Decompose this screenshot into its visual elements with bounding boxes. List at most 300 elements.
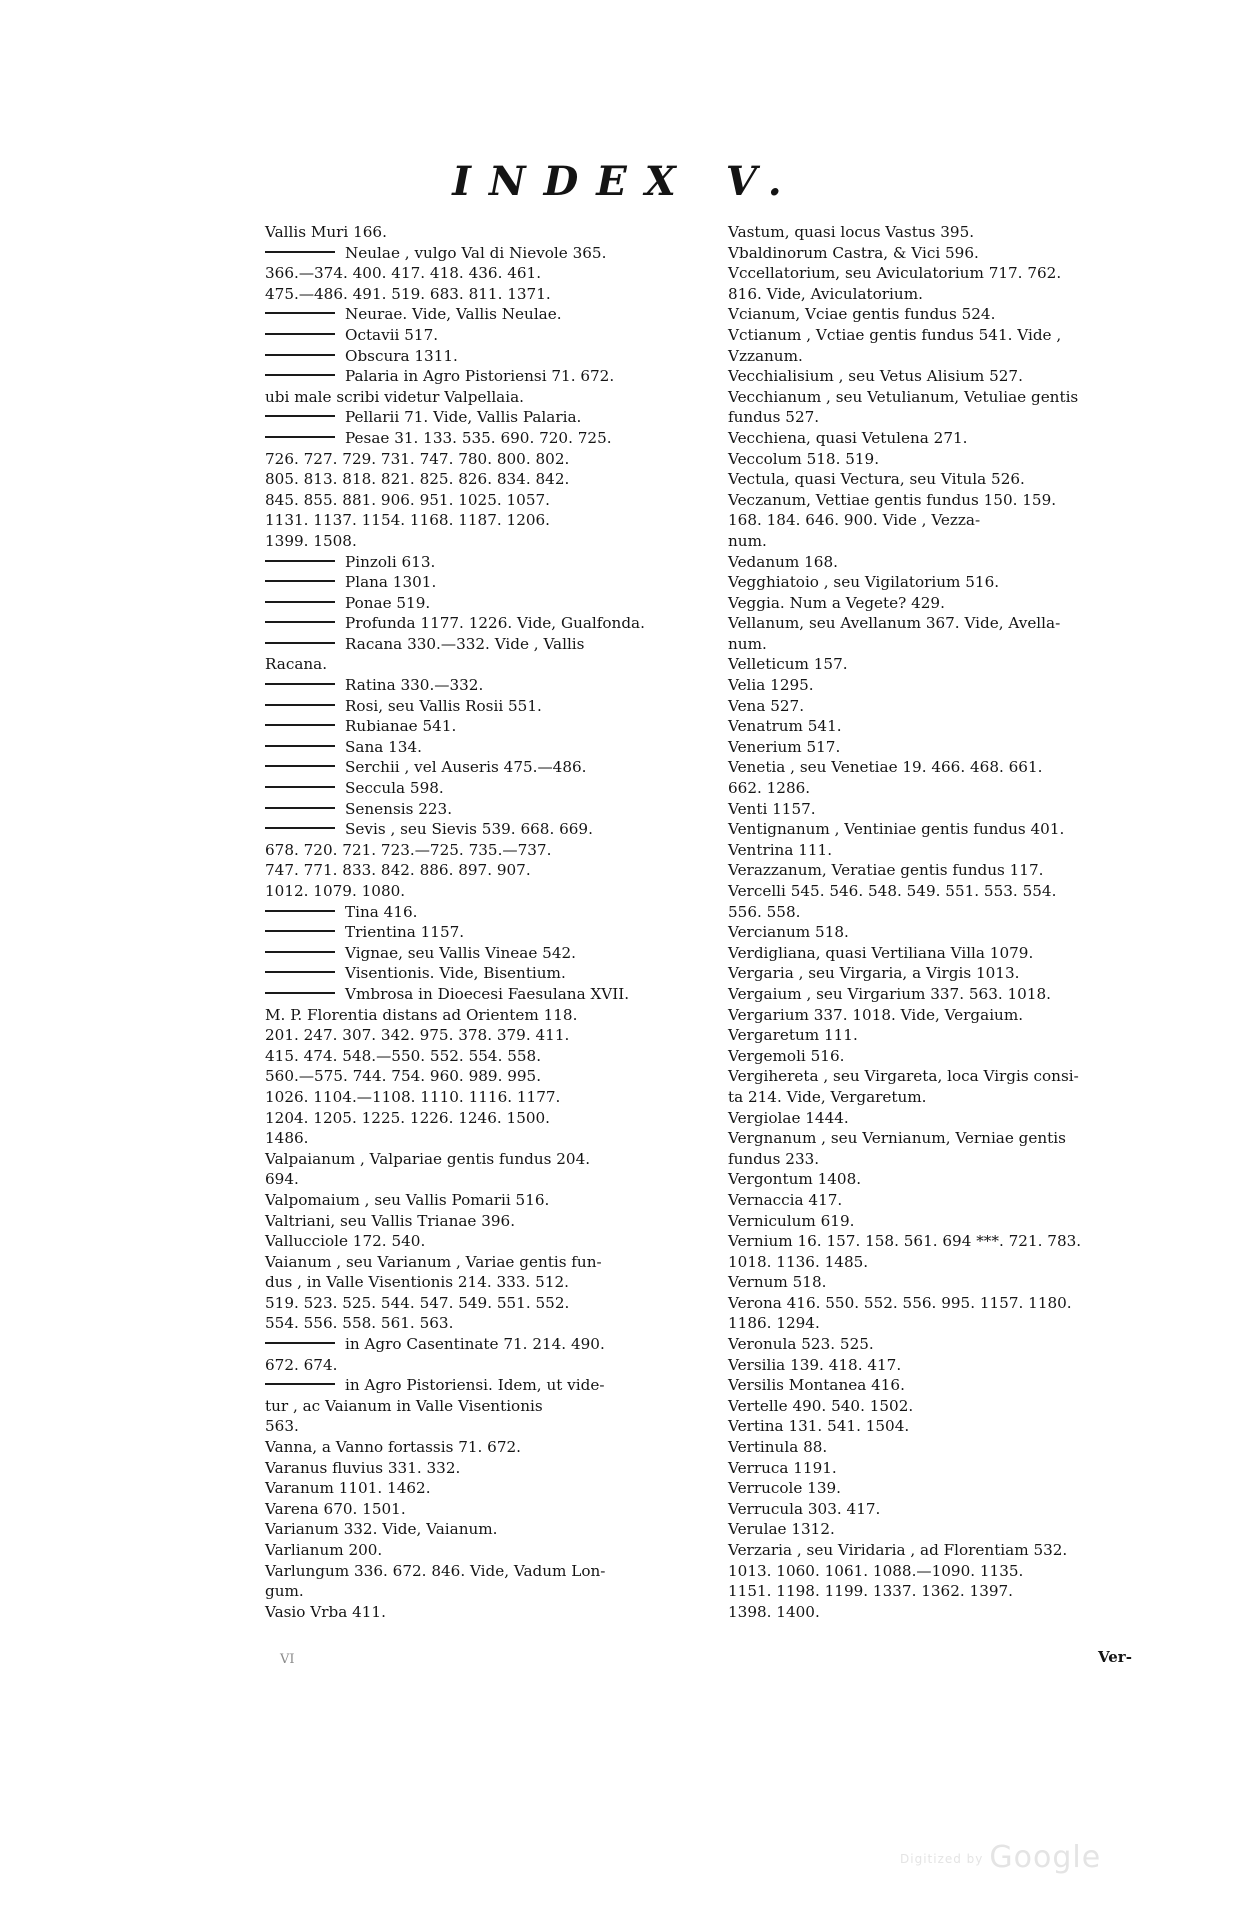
index-entry: [265, 1108, 705, 1129]
index-entry: [728, 1272, 1168, 1293]
index-entry: [728, 1499, 1168, 1520]
index-entry: [728, 984, 1168, 1005]
index-entry: [728, 799, 1168, 820]
index-entry: [265, 449, 705, 470]
index-entry: [265, 819, 705, 840]
index-entry-text: Senensis 223.: [345, 799, 453, 818]
index-entry-text: Sevis , seu Sievis 539. 668. 669.: [345, 820, 593, 839]
index-entry: [728, 346, 1168, 367]
index-entry: [728, 1519, 1168, 1540]
index-entry-text: Vectula, quasi Vectura, seu Vitula 526.: [728, 470, 1025, 489]
index-entry: [265, 634, 705, 655]
index-entry-text: 560.—575. 744. 754. 960. 989. 995.: [265, 1067, 542, 1086]
repeat-dash: [265, 312, 335, 314]
index-entry: [728, 1066, 1168, 1087]
index-entry-text: Vergarium 337. 1018. Vide, Vergaium.: [728, 1005, 1024, 1024]
index-entry: [265, 860, 705, 881]
index-entry-text: Vernum 518.: [728, 1273, 827, 1292]
index-entry-text: Vergontum 1408.: [728, 1170, 862, 1189]
index-entry-text: Venti 1157.: [728, 799, 816, 818]
index-entry-text: Versilia 139. 418. 417.: [728, 1355, 902, 1374]
index-entry: [728, 696, 1168, 717]
index-entry: [265, 1581, 705, 1602]
index-entry-text: Ponae 519.: [345, 593, 431, 612]
index-entry-text: 1151. 1198. 1199. 1337. 1362. 1397.: [728, 1582, 1014, 1601]
index-entry-text: Profunda 1177. 1226. Vide, Gualfonda.: [345, 614, 645, 633]
index-entry: [728, 716, 1168, 737]
index-entry-text: 415. 474. 548.—550. 552. 554. 558.: [265, 1046, 542, 1065]
index-entry: [265, 1293, 705, 1314]
index-entry: [728, 366, 1168, 387]
index-entry: [728, 634, 1168, 655]
index-entry-text: 694.: [265, 1170, 299, 1189]
index-entry: [265, 757, 705, 778]
index-entry-text: Obscura 1311.: [345, 346, 458, 365]
index-entry-text: Vergiolae 1444.: [728, 1108, 849, 1127]
index-entry: [265, 387, 705, 408]
index-entry: [728, 387, 1168, 408]
index-entry-text: Vergaretum 111.: [728, 1026, 858, 1045]
index-entry-text: Pellarii 71. Vide, Vallis Palaria.: [345, 408, 582, 427]
index-entry: [728, 1025, 1168, 1046]
index-entry: [728, 1252, 1168, 1273]
index-entry-text: Vergaium , seu Virgarium 337. 563. 1018.: [728, 984, 1051, 1003]
index-entry: [265, 1149, 705, 1170]
index-entry: [265, 1169, 705, 1190]
index-entry: [265, 510, 705, 531]
index-entry: [728, 902, 1168, 923]
index-entry: [728, 1416, 1168, 1437]
index-entry-text: Palaria in Agro Pistoriensi 71. 672.: [345, 367, 615, 386]
repeat-dash: [265, 1342, 335, 1344]
repeat-dash: [265, 765, 335, 767]
index-entry-text: Vanna, a Vanno fortassis 71. 672.: [265, 1438, 521, 1457]
index-entry: [265, 407, 705, 428]
repeat-dash: [265, 930, 335, 932]
index-entry-text: Tina 416.: [345, 902, 418, 921]
index-entry-text: Vergaria , seu Virgaria, a Virgis 1013.: [728, 964, 1020, 983]
index-entry: [265, 1561, 705, 1582]
index-entry: [265, 1066, 705, 1087]
index-entry-text: 519. 523. 525. 544. 547. 549. 551. 552.: [265, 1293, 570, 1312]
index-entry: [728, 1190, 1168, 1211]
index-entry: [728, 840, 1168, 861]
index-entry: [265, 1087, 705, 1108]
index-entry: [265, 1519, 705, 1540]
index-entry-text: in Agro Casentinate 71. 214. 490.: [345, 1335, 605, 1354]
index-entry: [265, 943, 705, 964]
index-entry: [265, 840, 705, 861]
index-entry-text: Veronula 523. 525.: [728, 1335, 874, 1354]
index-entry: [265, 1128, 705, 1149]
index-entry-text: Vernaccia 417.: [728, 1190, 843, 1209]
index-entry: [265, 1025, 705, 1046]
index-entry-text: Verniculum 619.: [728, 1211, 855, 1230]
index-entry-text: Venatrum 541.: [728, 717, 842, 736]
watermark-brand: Google: [989, 1840, 1102, 1875]
index-entry-text: Pinzoli 613.: [345, 552, 436, 571]
index-entry: [265, 613, 705, 634]
index-entry: [265, 1334, 705, 1355]
index-entry: [728, 675, 1168, 696]
index-entry: [728, 757, 1168, 778]
index-entry-text: 1018. 1136. 1485.: [728, 1252, 869, 1271]
index-entry-text: Venerium 517.: [728, 737, 841, 756]
repeat-dash: [265, 724, 335, 726]
index-entry: [728, 1437, 1168, 1458]
index-entry-text: Vertina 131. 541. 1504.: [728, 1417, 910, 1436]
index-entry: [728, 654, 1168, 675]
index-entry-text: Valpomaium , seu Vallis Pomarii 516.: [265, 1190, 550, 1209]
index-entry: [728, 1355, 1168, 1376]
index-entry-text: num.: [728, 531, 767, 550]
index-entry-text: Varanus fluvius 331. 332.: [265, 1458, 461, 1477]
index-entry-text: Vercianum 518.: [728, 923, 849, 942]
index-entry: [728, 222, 1168, 243]
index-entry: [728, 407, 1168, 428]
index-entry: [265, 675, 705, 696]
index-column-right: [728, 222, 1168, 1622]
index-entry-text: Vallucciole 172. 540.: [265, 1232, 426, 1251]
index-entry-text: Verona 416. 550. 552. 556. 995. 1157. 1180.: [728, 1293, 1072, 1312]
index-entry: [265, 366, 705, 387]
index-entry-text: Valpaianum , Valpariae gentis fundus 204.: [265, 1149, 591, 1168]
index-entry-text: Vercelli 545. 546. 548. 549. 551. 553. 554.: [728, 882, 1057, 900]
index-entry: [728, 943, 1168, 964]
index-entry-text: num.: [728, 634, 767, 653]
index-entry: [265, 593, 705, 614]
index-entry-text: Varanum 1101. 1462.: [265, 1479, 431, 1498]
repeat-dash: [265, 333, 335, 335]
index-entry: [265, 243, 705, 264]
index-entry-text: Sana 134.: [345, 737, 422, 756]
repeat-dash: [265, 354, 335, 356]
index-entry-text: Vergemoli 516.: [728, 1046, 845, 1065]
index-entry-text: 1204. 1205. 1225. 1226. 1246. 1500.: [265, 1108, 551, 1127]
repeat-dash: [265, 580, 335, 582]
index-entry-text: tur , ac Vaianum in Valle Visentionis: [265, 1396, 543, 1415]
index-entry-text: ta 214. Vide, Vergaretum.: [728, 1087, 927, 1106]
index-entry: [728, 572, 1168, 593]
index-entry-text: gum.: [265, 1582, 304, 1601]
repeat-dash: [265, 621, 335, 623]
index-entry-text: Verruca 1191.: [728, 1458, 837, 1477]
index-entry: [265, 737, 705, 758]
index-entry: [728, 449, 1168, 470]
index-entry: [728, 1046, 1168, 1067]
repeat-dash: [265, 745, 335, 747]
index-entry: [265, 428, 705, 449]
index-entry: [265, 469, 705, 490]
index-entry: [728, 1458, 1168, 1479]
index-entry: [728, 1149, 1168, 1170]
index-entry: [728, 1334, 1168, 1355]
index-entry-text: Vertelle 490. 540. 1502.: [728, 1396, 914, 1415]
index-entry-text: Seccula 598.: [345, 779, 444, 798]
index-entry: [265, 778, 705, 799]
index-entry-text: Vasio Vrba 411.: [265, 1602, 386, 1621]
index-entry-text: Velleticum 157.: [728, 655, 848, 674]
index-entry-text: Plana 1301.: [345, 573, 437, 592]
index-entry-text: 1013. 1060. 1061. 1088.—1090. 1135.: [728, 1561, 1024, 1580]
index-entry-text: 1012. 1079. 1080.: [265, 882, 406, 900]
index-entry: [728, 737, 1168, 758]
index-entry-text: Varena 670. 1501.: [265, 1499, 406, 1518]
index-entry-text: 845. 855. 881. 906. 951. 1025. 1057.: [265, 490, 551, 509]
index-entry-text: Vcianum, Vciae gentis fundus 524.: [728, 305, 996, 324]
index-entry-text: Neulae , vulgo Val di Nievole 365.: [345, 243, 607, 262]
index-entry-text: Visentionis. Vide, Bisentium.: [345, 964, 566, 983]
index-entry: [728, 1108, 1168, 1129]
index-entry: [728, 1231, 1168, 1252]
page-title: INDEX V.: [452, 158, 800, 205]
index-entry: [265, 1437, 705, 1458]
index-entry-text: Vaianum , seu Varianum , Variae gentis fun-: [265, 1252, 602, 1271]
index-entry-text: Veggia. Num a Vegete? 429.: [728, 593, 945, 612]
index-entry: [728, 490, 1168, 511]
index-entry-text: Serchii , vel Auseris 475.—486.: [345, 758, 587, 777]
index-entry: [728, 469, 1168, 490]
index-entry-text: Pesae 31. 133. 535. 690. 720. 725.: [345, 428, 612, 447]
index-entry: [728, 1396, 1168, 1417]
repeat-dash: [265, 807, 335, 809]
index-entry-text: Rosi, seu Vallis Rosii 551.: [345, 696, 542, 715]
index-entry: [265, 984, 705, 1005]
index-entry: [265, 881, 705, 902]
index-entry: [728, 325, 1168, 346]
repeat-dash: [265, 683, 335, 685]
repeat-dash: [265, 704, 335, 706]
index-entry-text: Verazzanum, Veratiae gentis fundus 117.: [728, 861, 1044, 880]
watermark-prefix: Digitized by: [900, 1851, 984, 1866]
index-entry: [265, 1005, 705, 1026]
index-entry-text: fundus 233.: [728, 1149, 820, 1168]
index-entry-text: 662. 1286.: [728, 779, 811, 798]
index-entry-text: Vmbrosa in Dioecesi Faesulana XVII.: [345, 984, 630, 1003]
index-entry: [265, 325, 705, 346]
repeat-dash: [265, 436, 335, 438]
index-entry: [265, 1313, 705, 1334]
index-entry-text: Vegghiatoio , seu Vigilatorium 516.: [728, 573, 1000, 592]
index-entry: [265, 1252, 705, 1273]
index-entry-text: Verrucole 139.: [728, 1479, 842, 1498]
index-entry-text: Ventrina 111.: [728, 840, 833, 859]
index-entry-text: Venetia , seu Venetiae 19. 466. 468. 661.: [728, 758, 1043, 777]
index-entry-text: Vecchialisium , seu Vetus Alisium 527.: [728, 367, 1023, 386]
index-entry-text: Trientina 1157.: [345, 923, 465, 942]
index-entry-text: Vertinula 88.: [728, 1438, 828, 1457]
index-entry: [265, 1540, 705, 1561]
index-entry: [265, 654, 705, 675]
index-entry-text: 1398. 1400.: [728, 1602, 820, 1621]
repeat-dash: [265, 992, 335, 994]
index-entry: [265, 1396, 705, 1417]
index-entry: [728, 963, 1168, 984]
index-entry-text: 168. 184. 646. 900. Vide , Vezza-: [728, 511, 981, 530]
index-entry: [265, 346, 705, 367]
index-entry-text: Octavii 517.: [345, 325, 439, 344]
index-entry-text: Vergihereta , seu Virgareta, loca Virgis consi-: [728, 1067, 1079, 1086]
index-entry: [728, 1211, 1168, 1232]
index-entry-text: Vzzanum.: [728, 346, 803, 365]
repeat-dash: [265, 951, 335, 953]
index-entry-text: Verrucula 303. 417.: [728, 1499, 881, 1518]
index-entry: [728, 510, 1168, 531]
index-entry-text: Vignae, seu Vallis Vineae 542.: [345, 943, 576, 962]
index-entry-text: Vallis Muri 166.: [265, 223, 387, 241]
repeat-dash: [265, 786, 335, 788]
index-entry-text: Varianum 332. Vide, Vaianum.: [265, 1520, 498, 1539]
index-entry: [728, 1087, 1168, 1108]
index-entry-text: Verdigliana, quasi Vertiliana Villa 1079.: [728, 943, 1034, 962]
index-entry-text: 747. 771. 833. 842. 886. 897. 907.: [265, 861, 531, 880]
index-entry: [265, 552, 705, 573]
index-entry: [265, 1231, 705, 1252]
index-entry: [728, 922, 1168, 943]
index-entry: [265, 716, 705, 737]
index-entry-text: Veczanum, Vettiae gentis fundus 150. 159.: [728, 490, 1057, 509]
index-entry: [265, 1272, 705, 1293]
index-entry: [265, 222, 705, 243]
index-entry: [265, 1499, 705, 1520]
index-entry: [265, 922, 705, 943]
index-entry: [728, 778, 1168, 799]
index-entry-text: 1026. 1104.—1108. 1110. 1116. 1177.: [265, 1087, 561, 1106]
repeat-dash: [265, 910, 335, 912]
index-entry-text: 805. 813. 818. 821. 825. 826. 834. 842.: [265, 470, 570, 489]
index-entry: [265, 572, 705, 593]
repeat-dash: [265, 827, 335, 829]
index-entry-text: 672. 674.: [265, 1355, 338, 1374]
index-entry: [265, 284, 705, 305]
repeat-dash: [265, 1383, 335, 1385]
index-entry: [728, 593, 1168, 614]
index-entry: [265, 963, 705, 984]
index-column-left: [265, 222, 705, 1622]
index-entry-text: Velia 1295.: [728, 676, 814, 695]
index-entry: [265, 1602, 705, 1623]
index-entry-text: 475.—486. 491. 519. 683. 811. 1371.: [265, 284, 551, 303]
index-entry: [265, 1416, 705, 1437]
index-entry: [728, 1169, 1168, 1190]
index-entry: [728, 881, 1168, 902]
index-entry: [265, 1458, 705, 1479]
digitization-watermark: [900, 1840, 1101, 1875]
catchword: Ver-: [1098, 1648, 1132, 1666]
index-entry: [728, 1561, 1168, 1582]
index-entry-text: Veccolum 518. 519.: [728, 449, 880, 468]
index-entry-text: 556. 558.: [728, 902, 801, 921]
index-entry-text: Racana 330.—332. Vide , Vallis: [345, 634, 585, 653]
index-entry: [265, 1355, 705, 1376]
index-entry: [728, 1128, 1168, 1149]
index-entry: [728, 819, 1168, 840]
index-entry-text: Varlianum 200.: [265, 1541, 383, 1559]
index-entry: [728, 243, 1168, 264]
index-entry-text: Vedanum 168.: [728, 552, 838, 571]
index-entry-text: 678. 720. 721. 723.—725. 735.—737.: [265, 840, 552, 859]
repeat-dash: [265, 560, 335, 562]
signature-mark: VI: [280, 1652, 295, 1667]
index-entry-text: ubi male scribi videtur Valpellaia.: [265, 387, 524, 406]
index-entry-text: Rubianae 541.: [345, 717, 457, 736]
index-entry: [265, 902, 705, 923]
index-entry-text: Ratina 330.—332.: [345, 676, 484, 695]
index-entry-text: Verzaria , seu Viridaria , ad Florentiam 532.: [728, 1541, 1068, 1559]
index-entry: [728, 1540, 1168, 1561]
index-entry-text: Vbaldinorum Castra, & Vici 596.: [728, 243, 979, 262]
index-entry: [728, 263, 1168, 284]
index-entry: [728, 428, 1168, 449]
index-entry: [728, 1581, 1168, 1602]
index-entry: [728, 552, 1168, 573]
index-entry-text: 563.: [265, 1417, 299, 1436]
index-entry: [265, 490, 705, 511]
index-entry-text: 1486.: [265, 1129, 309, 1148]
index-entry: [265, 1478, 705, 1499]
index-entry: [728, 1478, 1168, 1499]
index-entry-text: Vena 527.: [728, 696, 805, 715]
index-entry-text: 1399. 1508.: [265, 531, 357, 550]
index-entry-text: Vctianum , Vctiae gentis fundus 541. Vide ,: [728, 325, 1062, 344]
index-entry-text: Vecchiena, quasi Vetulena 271.: [728, 428, 968, 447]
index-entry: [728, 613, 1168, 634]
index-entry-text: 726. 727. 729. 731. 747. 780. 800. 802.: [265, 449, 570, 468]
repeat-dash: [265, 415, 335, 417]
index-entry-text: Varlungum 336. 672. 846. Vide, Vadum Lon-: [265, 1561, 606, 1580]
index-entry-text: Neurae. Vide, Vallis Neulae.: [345, 305, 562, 324]
index-entry: [265, 1375, 705, 1396]
index-entry-text: Vecchianum , seu Vetulianum, Vetuliae gentis: [728, 387, 1079, 406]
index-entry-text: 366.—374. 400. 417. 418. 436. 461.: [265, 264, 542, 283]
index-entry-text: Versilis Montanea 416.: [728, 1376, 905, 1395]
repeat-dash: [265, 642, 335, 644]
index-entry-text: Ventignanum , Ventiniae gentis fundus 401.: [728, 820, 1065, 839]
index-entry-text: Vellanum, seu Avellanum 367. Vide, Avella-: [728, 614, 1061, 633]
index-entry: [728, 1293, 1168, 1314]
repeat-dash: [265, 601, 335, 603]
index-entry-text: Verulae 1312.: [728, 1520, 835, 1539]
index-entry-text: 554. 556. 558. 561. 563.: [265, 1314, 454, 1333]
index-entry: [265, 263, 705, 284]
repeat-dash: [265, 971, 335, 973]
index-entry: [265, 531, 705, 552]
index-entry: [728, 860, 1168, 881]
index-entry-text: 1131. 1137. 1154. 1168. 1187. 1206.: [265, 511, 551, 530]
index-entry: [265, 696, 705, 717]
repeat-dash: [265, 251, 335, 253]
index-entry-text: M. P. Florentia distans ad Orientem 118.: [265, 1005, 578, 1024]
repeat-dash: [265, 374, 335, 376]
index-entry-text: Vastum, quasi locus Vastus 395.: [728, 223, 975, 241]
index-entry: [728, 531, 1168, 552]
index-entry-text: 816. Vide, Aviculatorium.: [728, 284, 923, 303]
index-entry-text: Valtriani, seu Vallis Trianae 396.: [265, 1211, 516, 1230]
index-entry: [728, 284, 1168, 305]
index-entry-text: dus , in Valle Visentionis 214. 333. 512.: [265, 1273, 569, 1292]
index-entry: [728, 1602, 1168, 1623]
index-entry: [728, 304, 1168, 325]
index-entry-text: in Agro Pistoriensi. Idem, ut vide-: [345, 1376, 605, 1395]
index-entry: [265, 1190, 705, 1211]
index-entry-text: Racana.: [265, 655, 328, 674]
index-entry-text: 1186. 1294.: [728, 1314, 820, 1333]
index-entry-text: fundus 527.: [728, 408, 820, 427]
index-entry: [728, 1375, 1168, 1396]
index-entry-text: Vccellatorium, seu Aviculatorium 717. 762.: [728, 264, 1062, 283]
index-entry: [728, 1005, 1168, 1026]
index-entry: [265, 1046, 705, 1067]
